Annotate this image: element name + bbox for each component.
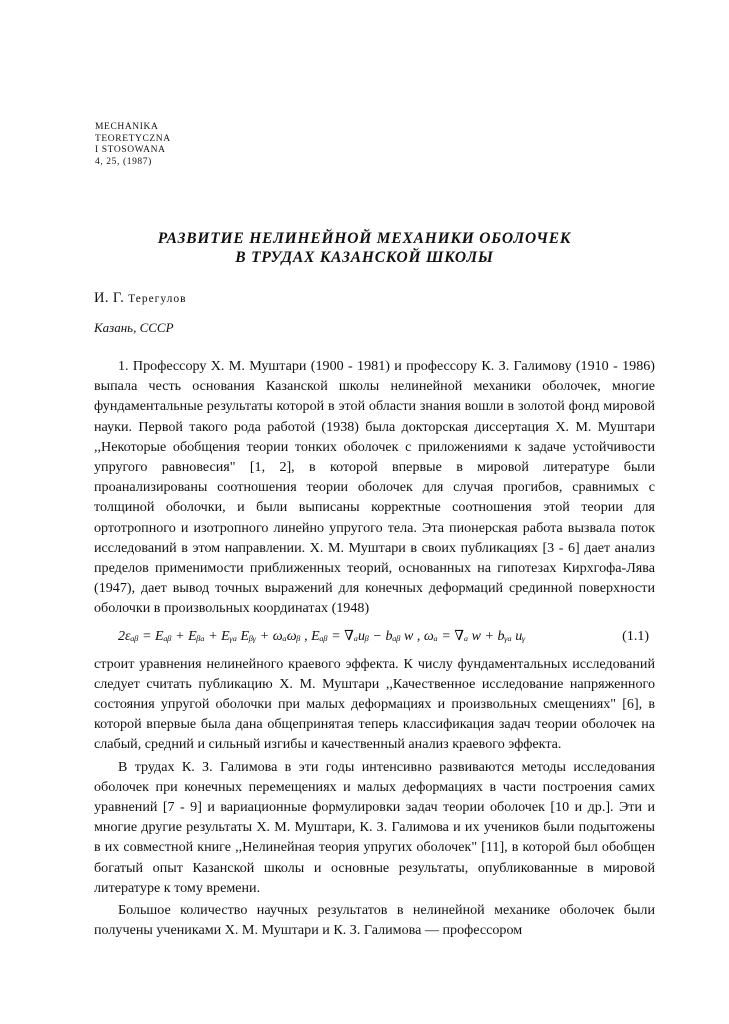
author-initials: И. Г. (94, 290, 129, 306)
journal-issue: 4, 25, (1987) (95, 156, 152, 167)
paper-title (0, 229, 729, 267)
equation-block (94, 622, 655, 652)
journal-name-line: MECHANIKA (95, 122, 159, 132)
body-text (94, 356, 655, 940)
paragraph: В трудах К. З. Галимова в эти годы интенсивно развиваются методы исследования оболочек при конечных перемещениях и малых деформациях в части построения самих уравнений [7 - 9] и вариационные формулировки задач теории оболочек [10 и др.]. Эти и многие другие результаты Х. М. Муштари, К. З. Галимова и их учеников были подытожены в их совместной книге ,,Нелинейная теория упругих оболочек" [11], в которой был обобщен богатый опыт Казанской школы и основные результаты, опубликованные в мировой литературе к тому времени. (94, 758, 655, 896)
title-line: В ТРУДАХ КАЗАНСКОЙ ШКОЛЫ (235, 249, 494, 266)
equation: 2εₐᵦ = Eₐᵦ + Eᵦₐ + Eᵧₐ Eᵦᵧ + ωₐωᵦ , Eₐᵦ = ∇ₐuᵦ − bₐᵦ w , ωₐ = ∇ₐ w + bᵧₐ uᵧ (118, 628, 526, 644)
author-affiliation: Казань, СССР (94, 320, 174, 335)
author-surname: Терегулов (128, 293, 187, 305)
paragraph: Большое количество научных результатов в нелинейной механике оболочек были получены учениками Х. М. Муштари и К. З. Галимова — профессором (94, 902, 655, 939)
journal-info (95, 122, 171, 168)
journal-name-line: TEORETYCZNA (95, 133, 171, 144)
equation-number: (1.1) (622, 628, 649, 644)
title-line: РАЗВИТИЕ НЕЛИНЕЙНОЙ МЕХАНИКИ ОБОЛОЧЕК (157, 230, 572, 247)
journal-name-line: I STOSOWANA (95, 145, 166, 155)
author-name (94, 290, 187, 307)
paragraph: 1. Профессору Х. М. Муштари (1900 - 1981) и профессору К. З. Галимову (1910 - 1986) выпала честь основания Казанской школы нелинейной механики оболочек, многие фундаментальные результаты которой в этой области знания вошли в золотой фонд мировой науки. Первой такого рода работой (1938) была докторская диссертация Х. М. Муштари ,,Некоторые обобщения теории тонких оболочек с приложениями к задаче устойчивости упругого равновесия" [1, 2], в которой впервые в мировой литературе были проанализированы соотношения теории оболочек для случая прогибов, сравнимых с толщиной оболочки, и были выписаны корректные соотношения этой теории для ортотропного и изотропного линейно упругого тела. Эта пионерская работа вызвала поток исследований в этом направлении. Х. М. Муштари в своих публикациях [3 - 6] дает анализ пределов применимости приближенных теорий, основанных на гипотезах Кирхгофа-Лява (1947), дает вывод точных выражений для конечных деформаций срединной поверхности оболочки в произвольных координатах (1948) (94, 358, 655, 617)
paragraph: строит уравнения нелинейного краевого эффекта. К числу фундаментальных исследований следует считать публикацию Х. М. Муштари ,,Качественное исследование напряженного состояния упругой оболочки при малых деформациях и произвольных смещениях" [6], в которой впервые была дана общепринятая теперь классификация задач теории оболочек на слабый, средний и сильный изгибы и качественный анализ краевого эффекта. (94, 655, 655, 753)
